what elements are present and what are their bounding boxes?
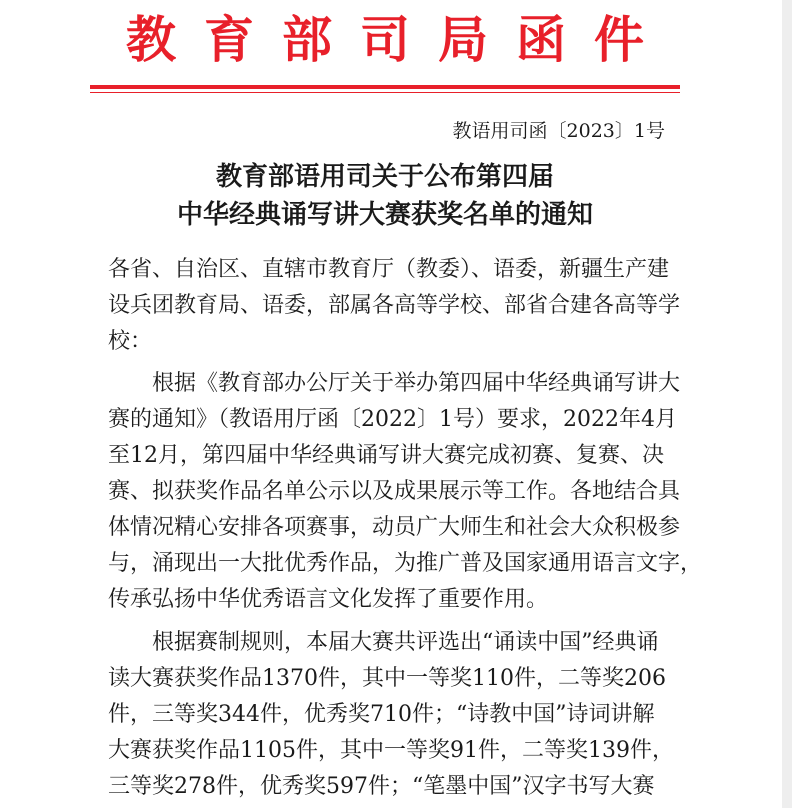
paragraph-results	[108, 625, 674, 805]
text-line: 传承弘扬中华优秀语言文化发挥了重要作用。	[108, 587, 549, 612]
text-line: 设兵团教育局、语委，部属各高等学校、部省合建各高等学	[108, 293, 681, 318]
letterhead-rule-thin	[90, 92, 680, 93]
text-line: 各省、自治区、直辖市教育厅（教委）、语委，新疆生产建	[108, 257, 670, 282]
text-line: 校：	[108, 329, 153, 354]
scan-edge	[782, 0, 792, 808]
document-title-line-2: 中华经典诵写讲大赛获奖名单的通知	[176, 200, 593, 230]
text-line: 大赛获奖作品1105件，其中一等奖91件，二等奖139件，	[108, 738, 674, 763]
text-line: 三等奖278件，优秀奖597件；“笔墨中国”汉字书写大赛	[108, 774, 655, 799]
document-title-line-1: 教育部语用司关于公布第四届	[215, 162, 554, 192]
text-line: 根据《教育部办公厅关于举办第四届中华经典诵写讲大	[108, 371, 681, 396]
text-line: 与，涌现出一大批优秀作品，为推广普及国家通用语言文字，	[108, 551, 703, 576]
text-line: 体情况精心安排各项赛事，动员广大师生和社会大众积极参	[108, 515, 681, 540]
text-line: 至12月，第四届中华经典诵写讲大赛完成初赛、复赛、决	[108, 443, 664, 468]
document-number: 教语用司函〔2023〕1号	[452, 120, 665, 142]
paragraph-background	[108, 366, 703, 618]
text-line: 赛的通知》（教语用厅函〔2022〕1号）要求，2022年4月	[108, 407, 677, 432]
letterhead-title: 教育部司局函件	[126, 11, 672, 69]
text-line: 读大赛获奖作品1370件，其中一等奖110件，二等奖206	[108, 666, 666, 691]
text-line: 件，三等奖344件，优秀奖710件；“诗教中国”诗词讲解	[108, 702, 655, 727]
text-line: 赛、拟获奖作品名单公示以及成果展示等工作。各地结合具	[108, 479, 681, 504]
text-line: 根据赛制规则，本届大赛共评选出“诵读中国”经典诵	[108, 630, 659, 655]
letterhead-rule-thick	[90, 85, 680, 89]
paragraph-addressees	[108, 252, 681, 360]
